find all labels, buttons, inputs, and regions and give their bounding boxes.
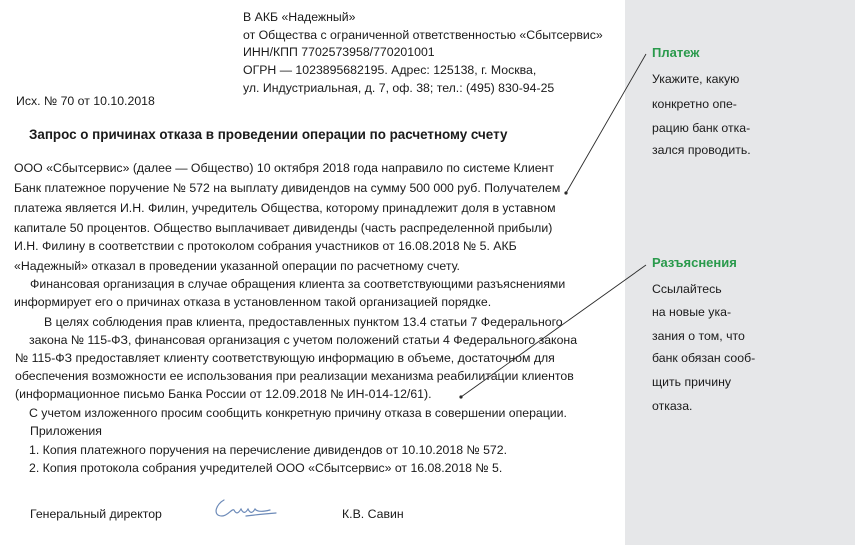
addressee-from: от Общества с ограниченной ответственностью «Сбытсервис» xyxy=(243,28,603,42)
body-line: капитале 50 процентов. Общество выплачивает дивиденды (часть распределенной прибыли) xyxy=(14,221,553,235)
addressee-to: В АКБ «Надежный» xyxy=(243,10,356,24)
body-line: ООО «Сбытсервис» (далее — Общество) 10 октября 2018 года направило по системе Клиент xyxy=(14,161,554,175)
note-text-line: Укажите, какую xyxy=(652,72,740,86)
body-line: обеспечения возможности ее использования при реализации механизма реабилитации клиентов xyxy=(15,369,574,383)
leader-dot-clarifications xyxy=(459,395,462,398)
signatory-position: Генеральный директор xyxy=(30,507,162,521)
attachment-item: 2. Копия протокола собрания учредителей ООО «Сбытсервис» от 16.08.2018 № 5. xyxy=(29,461,503,475)
body-line: Банк платежное поручение № 572 на выплату дивидендов на сумму 500 000 руб. Получателем xyxy=(14,181,561,195)
note-text-line: Ссылайтесь xyxy=(652,282,722,296)
note-text-line: банк обязан сооб- xyxy=(652,351,756,365)
leader-line-payment xyxy=(566,54,646,193)
body-line: платежа является И.Н. Филин, учредитель Общества, которому принадлежит доля в уставном xyxy=(14,201,556,215)
outgoing-ref: Исх. № 70 от 10.10.2018 xyxy=(16,94,155,108)
note-text-line: рацию банк отка- xyxy=(652,121,751,135)
leader-line-clarifications xyxy=(461,265,646,397)
note-text-line: зался проводить. xyxy=(652,143,751,157)
body-line: С учетом изложенного просим сообщить конкретную причину отказа в совершении операции. xyxy=(29,406,567,420)
leader-dot-payment xyxy=(564,191,567,194)
attachments-heading: Приложения xyxy=(30,424,102,438)
body-line: информирует его о причинах отказа в установленном такой организацией порядке. xyxy=(14,295,492,309)
addressee-ogrn: ОГРН — 1023895682195. Адрес: 125138, г. Москва, xyxy=(243,63,537,77)
body-line: «Надежный» отказал в проведении указанной операции по расчетному счету. xyxy=(14,259,460,273)
body-line: (информационное письмо Банка России от 12.09.2018 № ИН-014-12/61). xyxy=(15,387,432,401)
body-line: № 115-ФЗ предоставляет клиенту соответствующую информацию в объеме, достаточном для xyxy=(15,351,555,365)
attachment-item: 1. Копия платежного поручения на перечисление дивидендов от 10.10.2018 № 572. xyxy=(29,443,508,457)
note-text-line: на новые ука- xyxy=(652,305,732,319)
letter-title: Запрос о причинах отказа в проведении операции по расчетному счету xyxy=(29,127,508,142)
note-text-line: зания о том, что xyxy=(652,329,745,343)
body-line: Финансовая организация в случае обращения клиента за соответствующими разъяснениями xyxy=(30,277,566,291)
note-title-clarifications: Разъяснения xyxy=(652,255,737,270)
note-text-line: конкретно опе- xyxy=(652,97,737,111)
body-line: закона № 115-ФЗ, финансовая организация с учетом положений статьи 4 Федерального закона xyxy=(29,333,578,347)
body-line: И.Н. Филину в соответствии с протоколом собрания участников от 16.08.2018 № 5. АКБ xyxy=(14,239,517,253)
body-line: В целях соблюдения прав клиента, предоставленных пунктом 13.4 статьи 7 Федерального xyxy=(44,315,563,329)
note-title-payment: Платеж xyxy=(652,45,700,60)
note-text-line: отказа. xyxy=(652,399,693,413)
note-text-line: щить причину xyxy=(652,375,732,389)
signatory-name: К.В. Савин xyxy=(342,507,404,521)
addressee-street: ул. Индустриальная, д. 7, оф. 38; тел.: (495) 830-94-25 xyxy=(243,81,555,95)
addressee-inn: ИНН/КПП 7702573958/770201001 xyxy=(243,45,435,59)
